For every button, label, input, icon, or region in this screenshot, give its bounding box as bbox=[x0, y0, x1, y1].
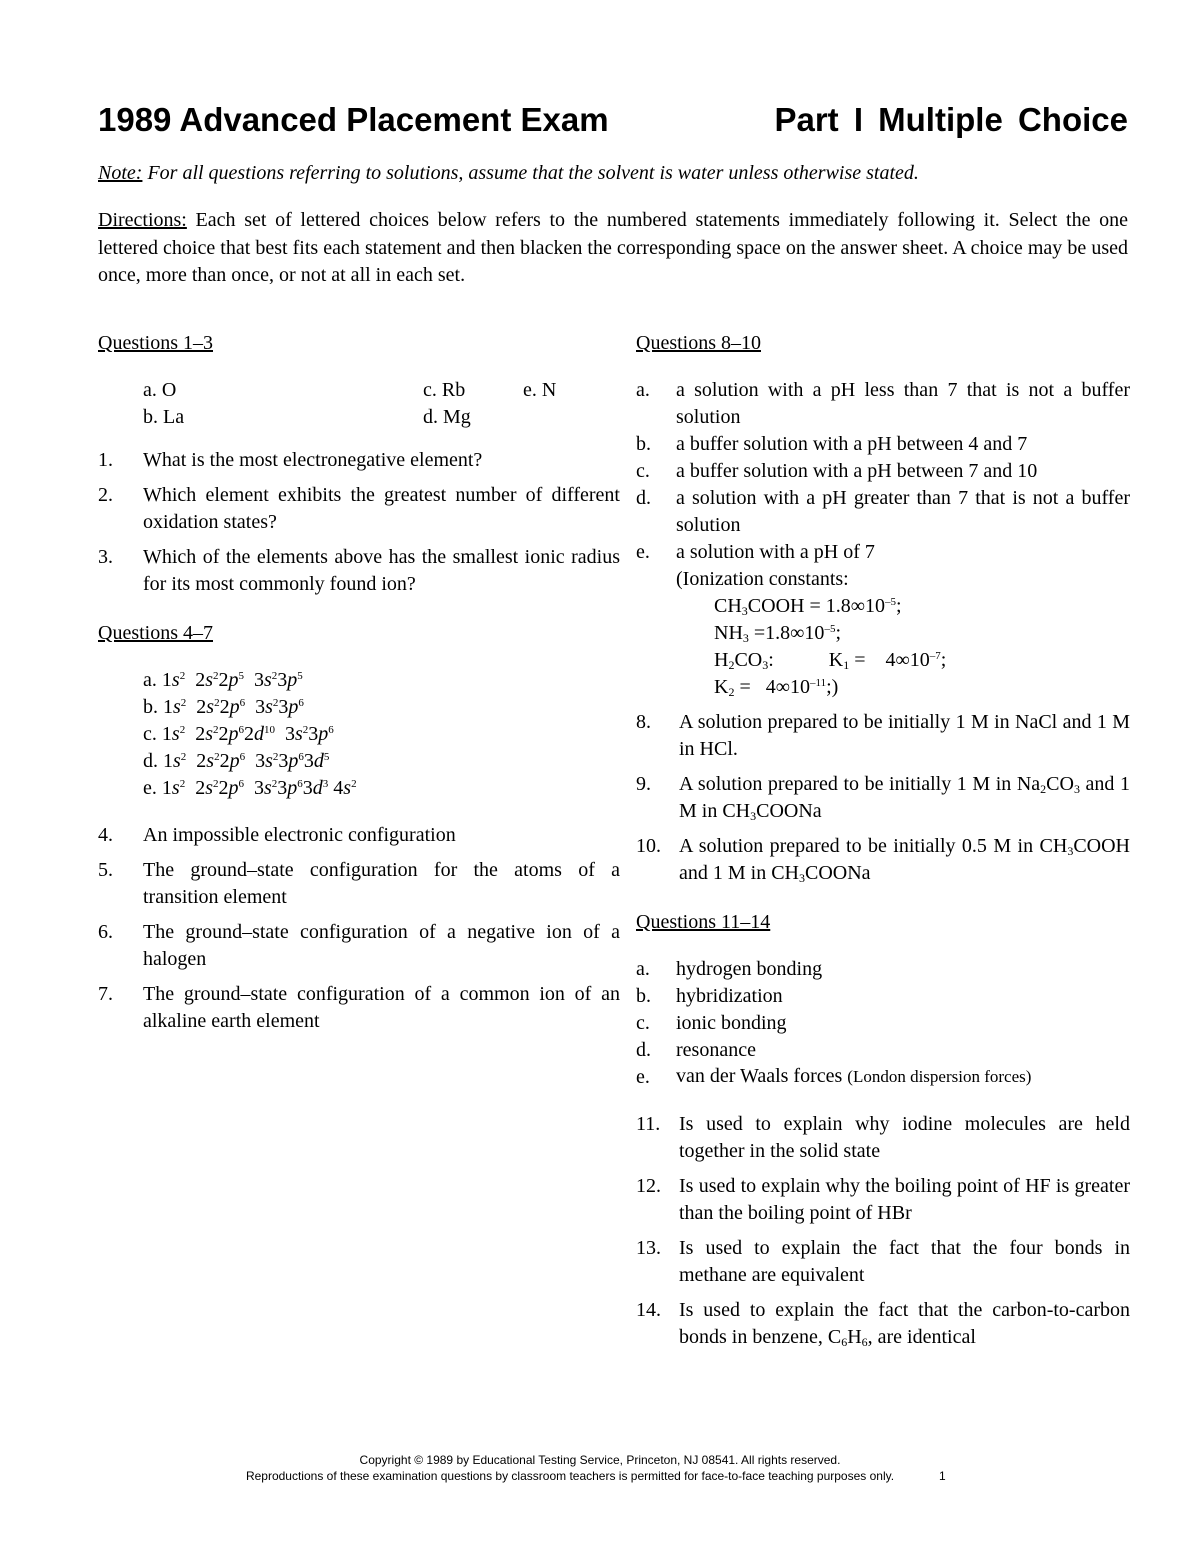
question-item: 2. Which element exhibits the greatest number of different oxidation states? bbox=[98, 484, 620, 533]
reproduction-line: Reproductions of these examination questions by classroom teachers is permitted for face-to-face teaching purposes only. bbox=[245, 1469, 895, 1483]
choice-item: c. a buffer solution with a pH between 7 and 10 bbox=[636, 460, 1038, 482]
note-label: Note: bbox=[98, 162, 143, 184]
choice-item: d. resonance bbox=[636, 1039, 756, 1061]
page-number: 1 bbox=[939, 1469, 946, 1483]
choice-e: e. N bbox=[523, 379, 557, 401]
config-b: b. $1s^2$ $2s^22p^6$ $3s^23p^6$ bbox=[143, 696, 304, 718]
choice-d: d. Mg bbox=[423, 406, 471, 428]
constant-carbonic-k2: $K_2$ = $4\infty 10^{-11}$;) bbox=[714, 676, 839, 699]
choice-b: b. La bbox=[143, 406, 185, 428]
questions-11-14-heading: Questions 11–14 bbox=[636, 911, 771, 933]
config-a: a. $1s^2$ $2s^22p^5$ $3s^23p^5$ bbox=[143, 669, 303, 691]
title-right: Part I Multiple Choice bbox=[774, 101, 1128, 138]
question-item: 4. An impossible electronic configuration bbox=[98, 824, 456, 846]
question-item: 9. A solution prepared to be initially 1 M in $Na_2CO_3$ and 1 M in $CH_3COONa$ bbox=[636, 773, 1130, 823]
choice-a: a. O bbox=[143, 379, 177, 401]
note-text: For all questions referring to solutions, assume that the solvent is water unless otherwise stated. bbox=[142, 162, 919, 184]
question-item: 3. Which of the elements above has the smallest ionic radius for its most commonly found ion? bbox=[98, 546, 620, 595]
constant-ammonia: $NH_3 =1.8\infty 10^{-5}$; bbox=[714, 622, 841, 645]
question-item: 14. Is used to explain the fact that the carbon-to-carbon bonds in benzene, $C_6H_6$, are identical bbox=[636, 1299, 1130, 1349]
questions-11-14-choices bbox=[636, 956, 1130, 1091]
questions-4-7-heading: Questions 4–7 bbox=[98, 622, 213, 644]
question-item: 7. The ground–state configuration of a common ion of an alkaline earth element bbox=[98, 983, 620, 1032]
config-d: d. $1s^2$ $2s^22p^6$ $3s^23p^63d^5$ bbox=[143, 750, 330, 772]
constant-carbonic-k1: $H_2CO_3$: $K_1$ = $4\infty 10^{-7}$; bbox=[714, 649, 947, 672]
questions-8-10-choices bbox=[636, 377, 1130, 566]
choice-item: a. a solution with a pH less than 7 that is not a buffer solution bbox=[636, 379, 1130, 428]
questions-1-3-choices bbox=[98, 377, 620, 433]
title-left: 1989 Advanced Placement Exam bbox=[98, 101, 609, 138]
choice-item: b. a buffer solution with a pH between 4 and 7 bbox=[636, 433, 1028, 455]
ionization-label: (Ionization constants: bbox=[676, 568, 849, 590]
directions-label: Directions: bbox=[98, 209, 187, 231]
config-e: e. $1s^2$ $2s^22p^6$ $3s^23p^63d^3$ $4s^2$ bbox=[143, 777, 357, 799]
directions bbox=[98, 207, 1128, 290]
choice-item: c. ionic bonding bbox=[636, 1012, 787, 1034]
question-item: 13. Is used to explain the fact that the four bonds in methane are equivalent bbox=[636, 1237, 1130, 1286]
questions-8-10-heading: Questions 8–10 bbox=[636, 332, 761, 354]
question-item: 1. What is the most electronegative element? bbox=[98, 449, 483, 471]
right-column bbox=[636, 330, 1130, 1359]
electron-configuration-choices bbox=[143, 667, 620, 802]
copyright-line: Copyright © 1989 by Educational Testing Service, Princeton, NJ 08541. All rights reserved. bbox=[359, 1453, 841, 1467]
choice-item: a. hydrogen bonding bbox=[636, 958, 823, 980]
choice-item: b. hybridization bbox=[636, 985, 783, 1007]
config-c: c. $1s^2$ $2s^22p^62d^{10}$ $3s^23p^6$ bbox=[143, 723, 334, 745]
constant-acetic: $CH_3COOH = 1.8\infty 10^{-5}$; bbox=[714, 595, 902, 618]
question-item: 6. The ground–state configuration of a negative ion of a halogen bbox=[98, 921, 620, 970]
choice-c: c. Rb bbox=[423, 379, 466, 401]
question-item: 5. The ground–state configuration for the atoms of a transition element bbox=[98, 859, 620, 908]
choice-item: d. a solution with a pH greater than 7 that is not a buffer solution bbox=[636, 487, 1130, 536]
question-item: 11. Is used to explain why iodine molecules are held together in the solid state bbox=[636, 1113, 1130, 1162]
directions-text: Each set of lettered choices below refers to the numbered statements immediately following it. Select the one lettered choice that best fits each statement and then blacken the corresponding space on the answer sheet. A choice may be used once, more than once, or not at all in each set. bbox=[98, 209, 1128, 286]
question-item: 10. A solution prepared to be initially 0.5 M in $CH_3COOH$ and 1 M in $CH_3COONa$ bbox=[636, 835, 1130, 885]
question-item: 8. A solution prepared to be initially 1 M in NaCl and 1 M in HCl. bbox=[636, 711, 1130, 760]
question-item: 12. Is used to explain why the boiling point of HF is greater than the boiling point of HBr bbox=[636, 1175, 1130, 1224]
page-title bbox=[98, 98, 1128, 142]
choice-item: e. a solution with a pH of 7 bbox=[636, 541, 875, 563]
choice-item: e. van der Waals forces (London dispersion forces) bbox=[636, 1065, 1032, 1088]
left-column bbox=[98, 330, 620, 1043]
footer bbox=[0, 1452, 1200, 1484]
ionization-constants bbox=[676, 566, 1130, 701]
questions-1-3-heading: Questions 1–3 bbox=[98, 332, 213, 354]
note bbox=[98, 160, 1128, 187]
